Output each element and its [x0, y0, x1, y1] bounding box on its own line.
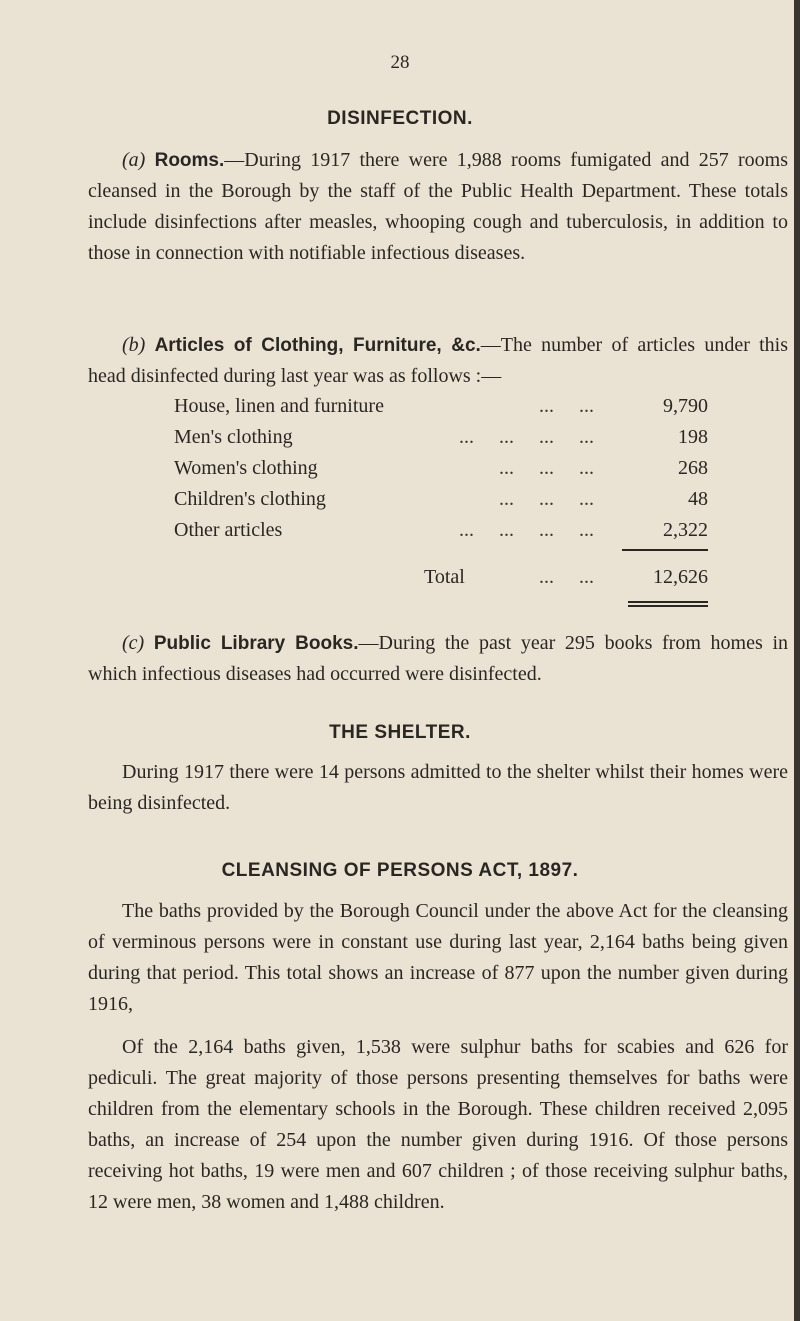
total-row	[174, 562, 714, 593]
rooms-text: —During 1917 there were 1,988 rooms fumigated and 257 rooms cleansed in the Borough by the staff of the Public Health Department. These totals include disinfections after measles, whooping cough and tuberculosis, in addition to those in connection with notifiable infectious diseases.	[88, 149, 789, 264]
total-label: Total	[424, 566, 465, 588]
row-value: 9,790	[663, 395, 708, 417]
articles-letter: (b)	[122, 334, 146, 356]
row-leader: ... ...	[539, 395, 594, 417]
row-leader: ... ... ... ...	[459, 519, 594, 541]
library-paragraph	[88, 628, 788, 690]
row-label: Men's clothing	[174, 426, 293, 448]
rooms-letter: (a)	[122, 149, 146, 171]
table-row	[174, 422, 714, 453]
row-label: Other articles	[174, 519, 283, 541]
row-value: 268	[678, 457, 708, 479]
table-row	[174, 391, 714, 422]
row-value: 48	[688, 488, 708, 510]
table-row	[174, 515, 714, 546]
total-leader: ... ...	[539, 566, 594, 588]
row-value: 2,322	[663, 519, 708, 541]
shelter-paragraph: During 1917 there were 14 persons admitted to the shelter whilst their homes were being disinfected.	[88, 761, 788, 814]
row-label: House, linen and furniture	[174, 395, 384, 417]
disinfection-heading: DISINFECTION.	[327, 108, 473, 129]
row-leader: ... ... ... ...	[459, 426, 594, 448]
total-double-rule-bottom	[628, 605, 708, 607]
articles-lead: Articles of Clothing, Furniture, &c.	[154, 335, 481, 356]
cleansing-heading: CLEANSING OF PERSONS ACT, 1897.	[221, 860, 579, 881]
total-row-block	[174, 562, 714, 593]
articles-paragraph	[88, 330, 788, 392]
row-label: Women's clothing	[174, 457, 318, 479]
shelter-heading: THE SHELTER.	[329, 722, 471, 743]
articles-text: —The number of articles under this head disinfected during last year was as follows :—	[88, 334, 788, 387]
library-text: —During the past year 295 books from homes in which infectious diseases had occurred were disinfected.	[88, 632, 788, 685]
table-row	[174, 453, 714, 484]
row-leader: ... ... ...	[499, 488, 594, 510]
table-row	[174, 484, 714, 515]
cleansing-paragraph-1: The baths provided by the Borough Council under the above Act for the cleansing of verminous persons were in constant use during last year, 2,164 baths being given during that period. This total shows an increase of 877 upon the number given during 1916,	[88, 900, 788, 1015]
cleansing-paragraph-2: Of the 2,164 baths given, 1,538 were sulphur baths for scabies and 626 for pediculi. The great majority of those persons presenting themselves for baths were children from the elementary schools in the Borough. These children received 2,095 baths, an increase of 254 upon the number given during 1916. Of those persons receiving hot baths, 19 were men and 607 children ; of those receiving sulphur baths, 12 were men, 38 women and 1,488 children.	[88, 1036, 788, 1213]
articles-table	[174, 391, 714, 546]
total-value: 12,626	[653, 566, 708, 588]
library-lead: Public Library Books.	[153, 633, 359, 654]
subtotal-rule	[622, 549, 708, 551]
row-label: Children's clothing	[174, 488, 326, 510]
page-edge-shadow	[794, 0, 800, 1321]
rooms-paragraph	[88, 145, 788, 269]
page-number: 28	[390, 52, 410, 73]
row-value: 198	[678, 426, 708, 448]
rooms-lead: Rooms.	[154, 150, 225, 171]
total-double-rule-top	[628, 601, 708, 603]
row-leader: ... ... ...	[499, 457, 594, 479]
library-letter: (c)	[122, 632, 145, 654]
